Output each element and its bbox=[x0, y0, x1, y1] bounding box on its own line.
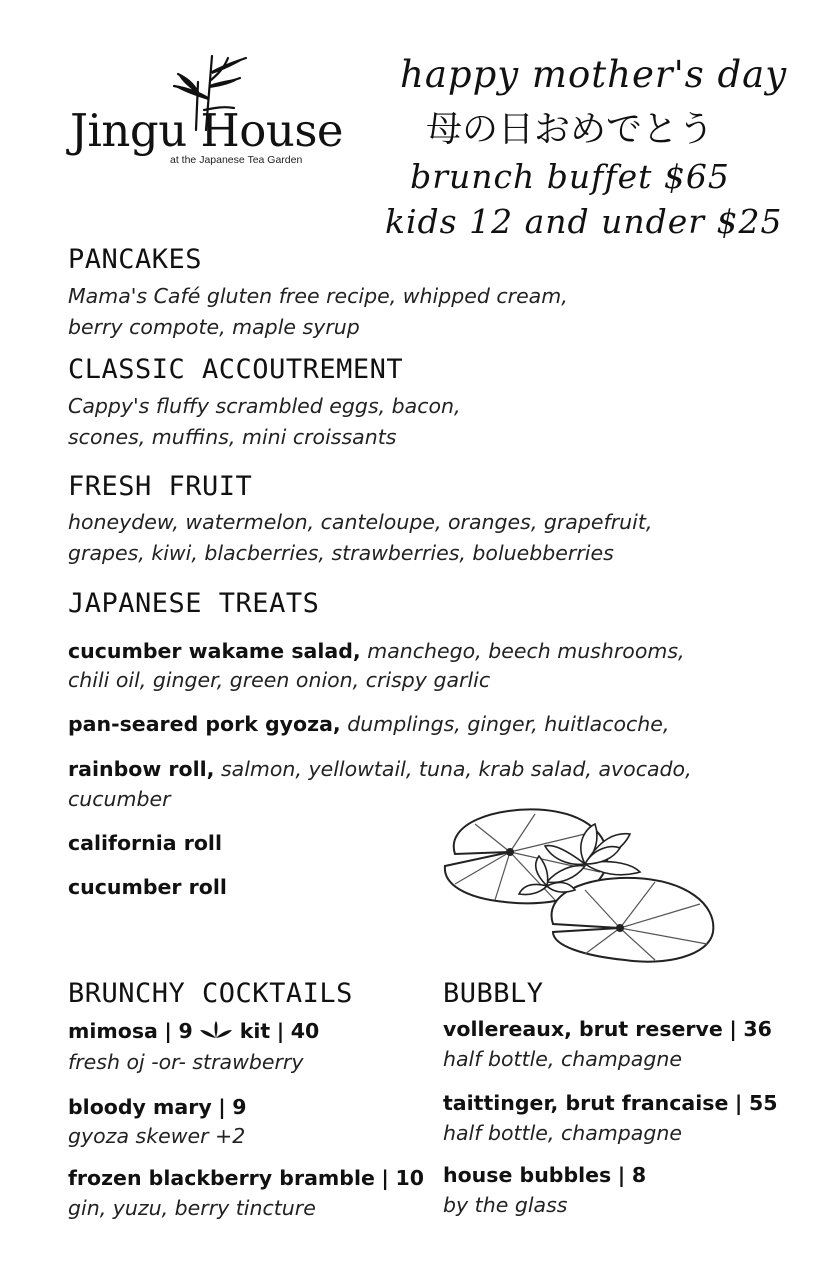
menu-item-desc-line bbox=[68, 665, 490, 695]
item-separator: | bbox=[617, 1163, 626, 1187]
item-separator: | bbox=[164, 1019, 172, 1043]
item-price: 10 bbox=[395, 1166, 424, 1190]
item-name: taittinger, brut francaise bbox=[443, 1091, 729, 1115]
item-desc: salmon, yellowtail, tuna, krab salad, avocado, bbox=[220, 757, 692, 781]
section-title-pancakes: PANCAKES bbox=[68, 244, 203, 275]
item-desc: cucumber bbox=[68, 787, 171, 811]
item-separator: | bbox=[734, 1091, 743, 1115]
logo-subtitle: at the Japanese Tea Garden bbox=[170, 154, 303, 166]
menu-item bbox=[68, 828, 222, 858]
menu-item bbox=[68, 1092, 247, 1122]
section-title-japanese: JAPANESE TREATS bbox=[68, 588, 320, 619]
item-price: 55 bbox=[748, 1091, 778, 1115]
item-name-2: kit bbox=[239, 1019, 271, 1043]
item-name: vollereaux, brut reserve bbox=[443, 1017, 723, 1041]
item-name: house bubbles bbox=[443, 1163, 612, 1187]
menu-item bbox=[443, 1160, 646, 1190]
item-price: 36 bbox=[743, 1017, 772, 1041]
item-name: cucumber roll bbox=[68, 875, 227, 899]
item-desc: half bottle, champagne bbox=[443, 1047, 682, 1071]
section-title-fruit: FRESH FRUIT bbox=[68, 471, 253, 502]
menu-item bbox=[68, 636, 685, 666]
pancakes-desc-1: Mama's Café gluten free recipe, whipped cream, bbox=[68, 284, 568, 308]
item-name: cucumber wakame salad, bbox=[68, 639, 361, 663]
item-separator: | bbox=[729, 1017, 737, 1041]
menu-item bbox=[68, 754, 692, 784]
item-desc: manchego, beech mushrooms, bbox=[367, 639, 685, 663]
fruit-desc-2: grapes, kiwi, blacberries, strawberries, boluebberries bbox=[68, 541, 614, 565]
item-separator: | bbox=[218, 1095, 226, 1119]
item-name: california roll bbox=[68, 831, 222, 855]
item-desc: dumplings, ginger, huitlacoche, bbox=[347, 712, 670, 736]
item-desc: fresh oj -or- strawberry bbox=[68, 1050, 304, 1074]
lily-pad-illustration-icon bbox=[435, 804, 725, 964]
item-price: 9 bbox=[178, 1019, 193, 1043]
menu-item bbox=[68, 1163, 424, 1193]
item-price: 9 bbox=[232, 1095, 247, 1119]
item-name: rainbow roll, bbox=[68, 757, 215, 781]
item-separator: | bbox=[381, 1166, 389, 1190]
menu-item bbox=[443, 1088, 777, 1118]
header-japanese: 母の日おめでとう bbox=[425, 109, 714, 150]
header-mothers-day: happy mother's day bbox=[400, 53, 788, 96]
classic-desc-2: scones, muffins, mini croissants bbox=[68, 425, 397, 449]
item-desc: half bottle, champagne bbox=[443, 1121, 682, 1145]
menu-item-desc-line bbox=[68, 784, 171, 814]
item-desc: chili oil, ginger, green onion, crispy garlic bbox=[68, 668, 491, 692]
classic-desc-1: Cappy's fluffy scrambled eggs, bacon, bbox=[68, 394, 461, 418]
item-desc: by the glass bbox=[443, 1193, 568, 1217]
item-name: mimosa bbox=[68, 1019, 158, 1043]
leaf-ornament-icon bbox=[199, 1020, 233, 1040]
item-name: pan-seared pork gyoza, bbox=[68, 712, 341, 736]
logo-name: Jingu House bbox=[70, 104, 344, 157]
pancakes-desc-2: berry compote, maple syrup bbox=[68, 315, 360, 339]
menu-item bbox=[443, 1014, 772, 1044]
header-kids-price: kids 12 and under $25 bbox=[385, 202, 783, 241]
section-title-classic: CLASSIC ACCOUTREMENT bbox=[68, 354, 404, 385]
item-name: bloody mary bbox=[68, 1095, 212, 1119]
menu-item bbox=[68, 872, 227, 902]
menu-item bbox=[68, 709, 669, 739]
section-title-cocktails: BRUNCHY COCKTAILS bbox=[68, 978, 353, 1009]
item-price: 8 bbox=[631, 1163, 647, 1187]
menu-item bbox=[68, 1016, 319, 1046]
header-brunch-price: brunch buffet $65 bbox=[410, 157, 730, 196]
fruit-desc-1: honeydew, watermelon, canteloupe, oranges, grapefruit, bbox=[68, 510, 653, 534]
item-name: frozen blackberry bramble bbox=[68, 1166, 375, 1190]
section-title-bubbly: BUBBLY bbox=[443, 978, 544, 1009]
item-desc: gin, yuzu, berry tincture bbox=[68, 1196, 316, 1220]
item-price-2: 40 bbox=[290, 1019, 320, 1043]
item-separator: | bbox=[276, 1019, 285, 1043]
item-desc: gyoza skewer +2 bbox=[68, 1124, 246, 1148]
